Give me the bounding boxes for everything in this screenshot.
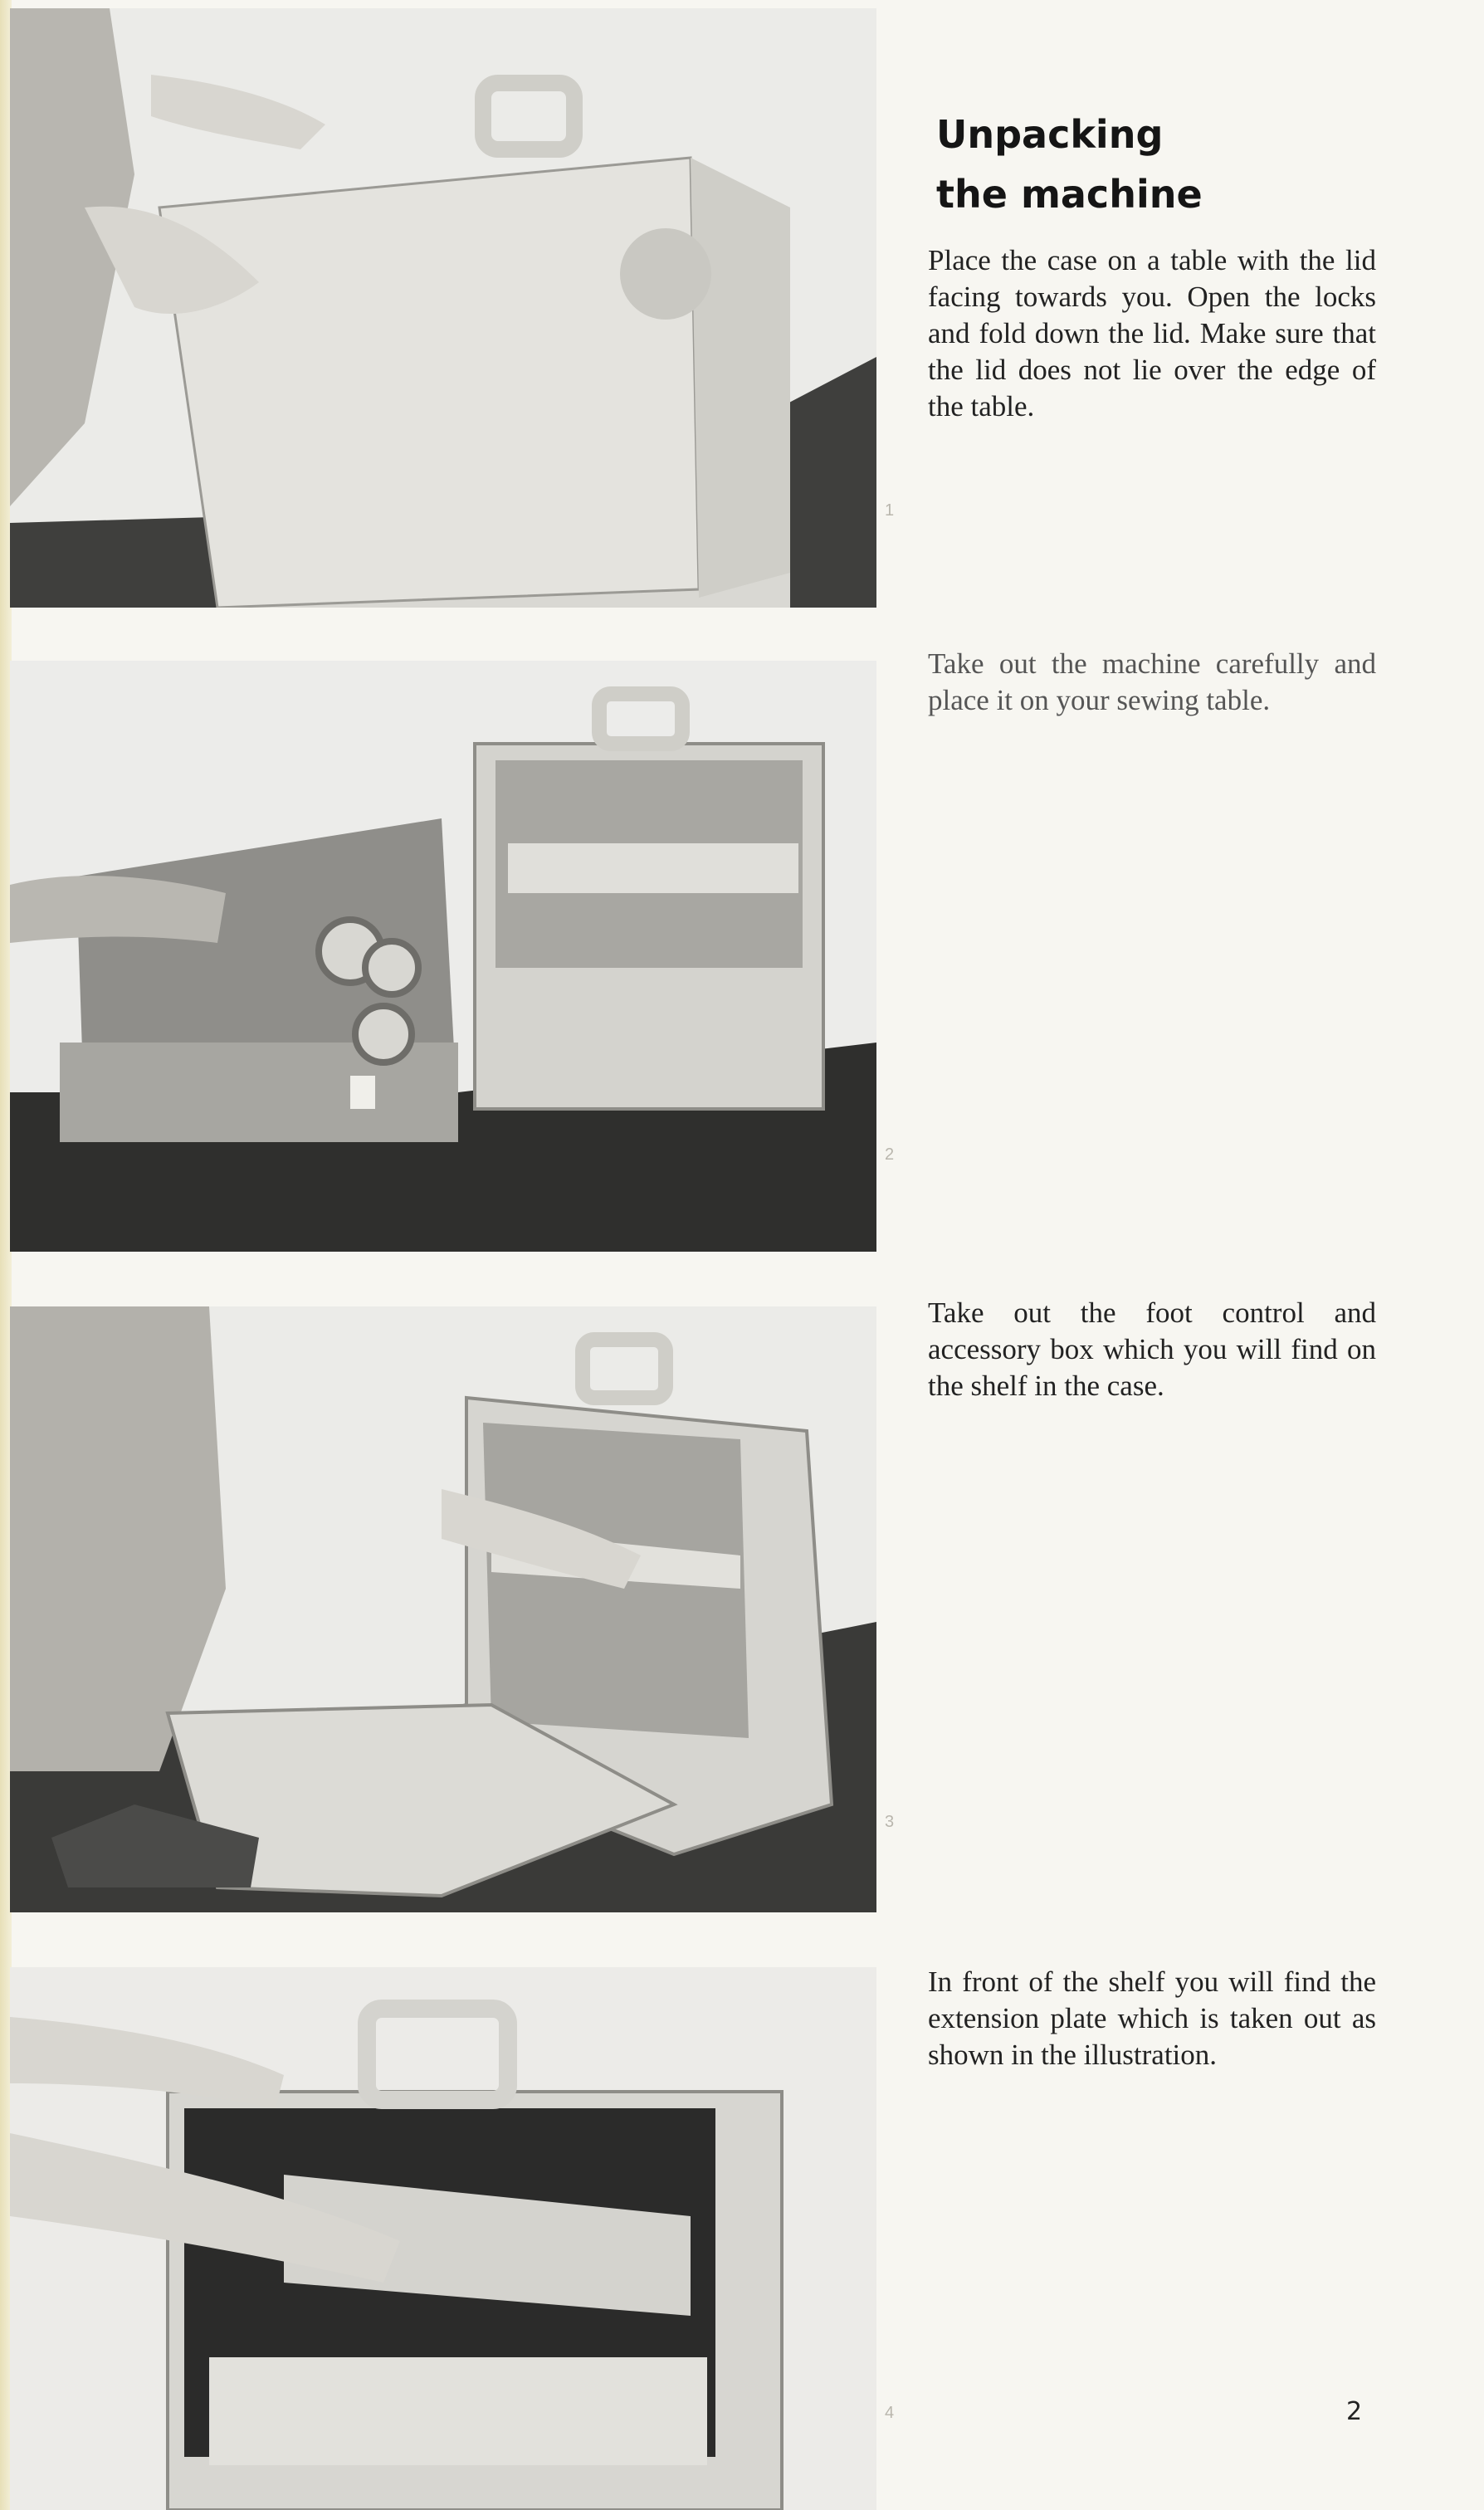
paragraph-foot-control: Take out the foot control and accessory box which you will find on the shelf in the case. [928, 1297, 1376, 1402]
paragraph-extension-plate: In front of the shelf you will find the extension plate which is taken out as shown in the illustration. [928, 1966, 1376, 2071]
photo-machine-removed [10, 661, 876, 1252]
heading-line-1: Unpacking [936, 112, 1164, 157]
page-number: 2 [1346, 2397, 1363, 2426]
photo-foot-control-removed [10, 1306, 876, 1912]
paragraph-take-out-machine: Take out the machine carefully and place it on your sewing table. [928, 647, 1376, 716]
photo-extension-plate [10, 1967, 876, 2510]
paragraph-open-lid: Place the case on a table with the lid facing towards you. Open the locks and fold down the lid. Make sure that the lid does not lie over the edge of the table. [928, 244, 1376, 422]
heading-line-2: the machine [936, 172, 1203, 217]
photo-opening-case-lid [10, 8, 876, 608]
margin-tick-4: 4 [885, 2404, 895, 2422]
margin-tick-1: 1 [885, 501, 895, 520]
section-heading [936, 105, 1401, 224]
margin-tick-3: 3 [885, 1813, 895, 1831]
margin-tick-2: 2 [885, 1145, 895, 1164]
